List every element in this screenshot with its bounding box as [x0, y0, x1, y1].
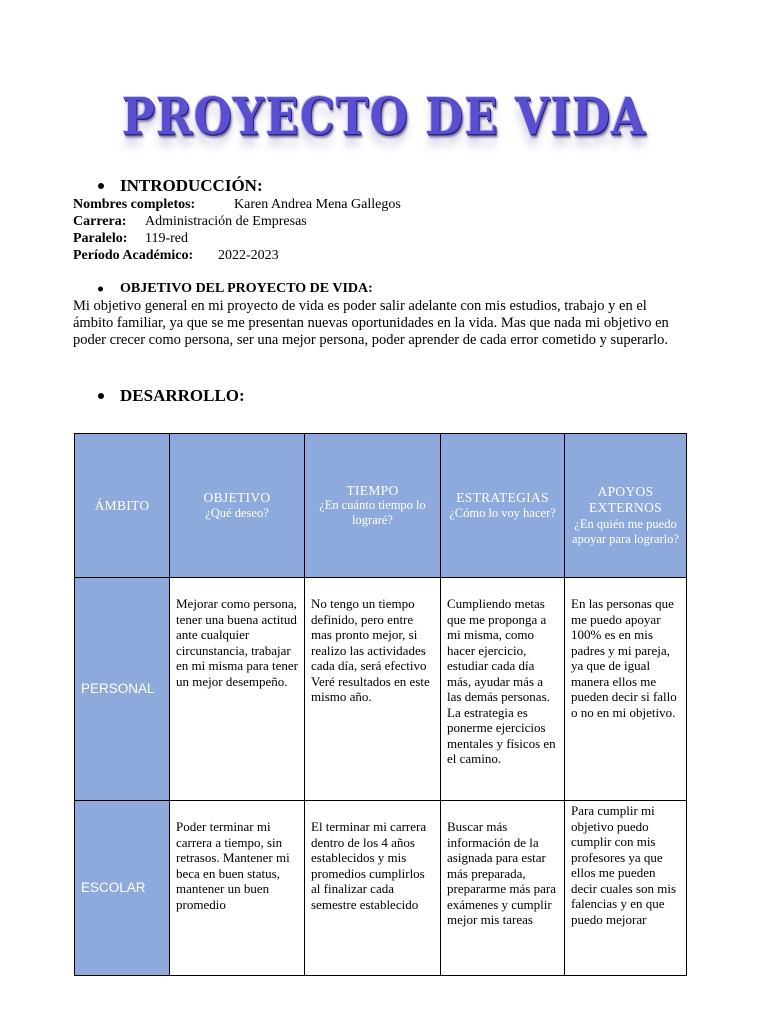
bullet-icon	[98, 393, 104, 399]
header-main: OBJETIVO	[203, 490, 271, 506]
life-project-table	[74, 433, 687, 976]
tiempo-cell	[305, 578, 441, 801]
tiempo-cell: El terminar mi carrera dentro de los 4 años establecidos y mis promedios cumplirlos al finalizar cada semestre establecido	[305, 801, 441, 976]
apoyos-cell: En las personas que me puedo apoyar 100% es en mis padres y mi pareja, ya que de igual manera ellos me pueden decir si fallo o no en mi objetivo.	[565, 578, 687, 801]
objetivo-paragraph: Mi objetivo general en mi proyecto de vida es poder salir adelante con mis estudios, trabajo y en el ámbito familiar, ya que se me presentan nuevas oportunidades en la vida. Mas que nada mi objetivo en poder crecer como persona, ser una mejor persona, poder aprender de cada error cometido y superarlo.	[73, 298, 669, 348]
field-value: Karen Andrea Mena Gallegos	[234, 197, 401, 212]
field-paralelo	[73, 230, 189, 247]
header-question: ¿En cuánto tiempo lo lograré?	[319, 498, 426, 528]
header-question: ¿En quién me puedo apoyar para lograrlo?	[572, 517, 679, 546]
field-label: Período Académico:	[73, 248, 194, 263]
ambito-cell: PERSONAL	[75, 578, 170, 801]
introduccion-heading	[98, 176, 263, 196]
header-main: TIEMPO	[346, 482, 399, 498]
bullet-icon	[98, 183, 104, 189]
title-container	[0, 88, 768, 147]
header-estrategias	[441, 434, 565, 578]
field-value: Administración de Empresas	[145, 214, 307, 229]
field-label: Nombres completos:	[73, 197, 196, 212]
estrategias-cell: Cumpliendo metas que me proponga a mi misma, como hacer ejercicio, estudiar cada día más, ayudar más a las demás personas. La estrategia es ponerme ejercicios mentales y físicos en el camino.	[441, 578, 565, 801]
table-row	[75, 801, 687, 976]
header-tiempo	[305, 434, 441, 578]
header-main: ESTRATEGIAS	[456, 490, 549, 506]
document-title: PROYECTO DE VIDA	[121, 88, 647, 147]
field-periodo	[73, 247, 279, 264]
field-nombres	[73, 196, 401, 213]
field-label: Paralelo:	[73, 231, 128, 246]
bullet-icon	[98, 287, 103, 292]
header-objetivo	[170, 434, 305, 578]
table-header-row	[75, 434, 687, 578]
header-ambito	[75, 434, 170, 578]
header-question: ¿Qué deseo?	[205, 505, 269, 520]
estrategias-cell: Buscar más información de la asignada para estar más preparada, prepararme más para exámenes y cumplir mejor mis tareas	[441, 801, 565, 976]
table-row	[75, 578, 687, 801]
header-main: ÁMBITO	[94, 497, 150, 513]
header-question: ¿Cómo lo voy hacer?	[449, 505, 556, 520]
field-value: 119-red	[145, 231, 189, 246]
objetivo-cell: Poder terminar mi carrera a tiempo, sin retrasos. Mantener mi beca en buen status, mantener un buen promedio	[170, 801, 305, 976]
field-label: Carrera:	[73, 214, 127, 229]
objetivo-heading	[98, 281, 373, 297]
header-apoyos	[565, 434, 687, 578]
objetivo-heading-text: OBJETIVO DEL PROYECTO DE VIDA:	[120, 281, 373, 296]
field-value: 2022-2023	[218, 248, 279, 263]
ambito-cell: ESCOLAR	[75, 801, 170, 976]
objetivo-cell: Mejorar como persona, tener una buena actitud ante cualquier circunstancia, trabajar en mi misma para tener un mejor desempeño.	[170, 578, 305, 801]
header-main: APOYOS EXTERNOS	[589, 484, 662, 515]
desarrollo-heading-text: DESARROLLO:	[120, 386, 245, 405]
tiempo-text-extra: Veré resultados en este mismo año.	[311, 673, 430, 704]
tiempo-text: No tengo un tiempo definido, pero entre mas pronto mejor, si realizo las actividades cada día, será efectivo	[311, 596, 427, 673]
introduccion-heading-text: INTRODUCCIÓN:	[120, 176, 263, 195]
field-carrera	[73, 213, 307, 230]
desarrollo-heading	[98, 386, 245, 406]
apoyos-cell: Para cumplir mi objetivo puedo cumplir con mis profesores ya que ellos me pueden decir cuales son mis falencias y en que puedo mejorar	[565, 801, 687, 976]
